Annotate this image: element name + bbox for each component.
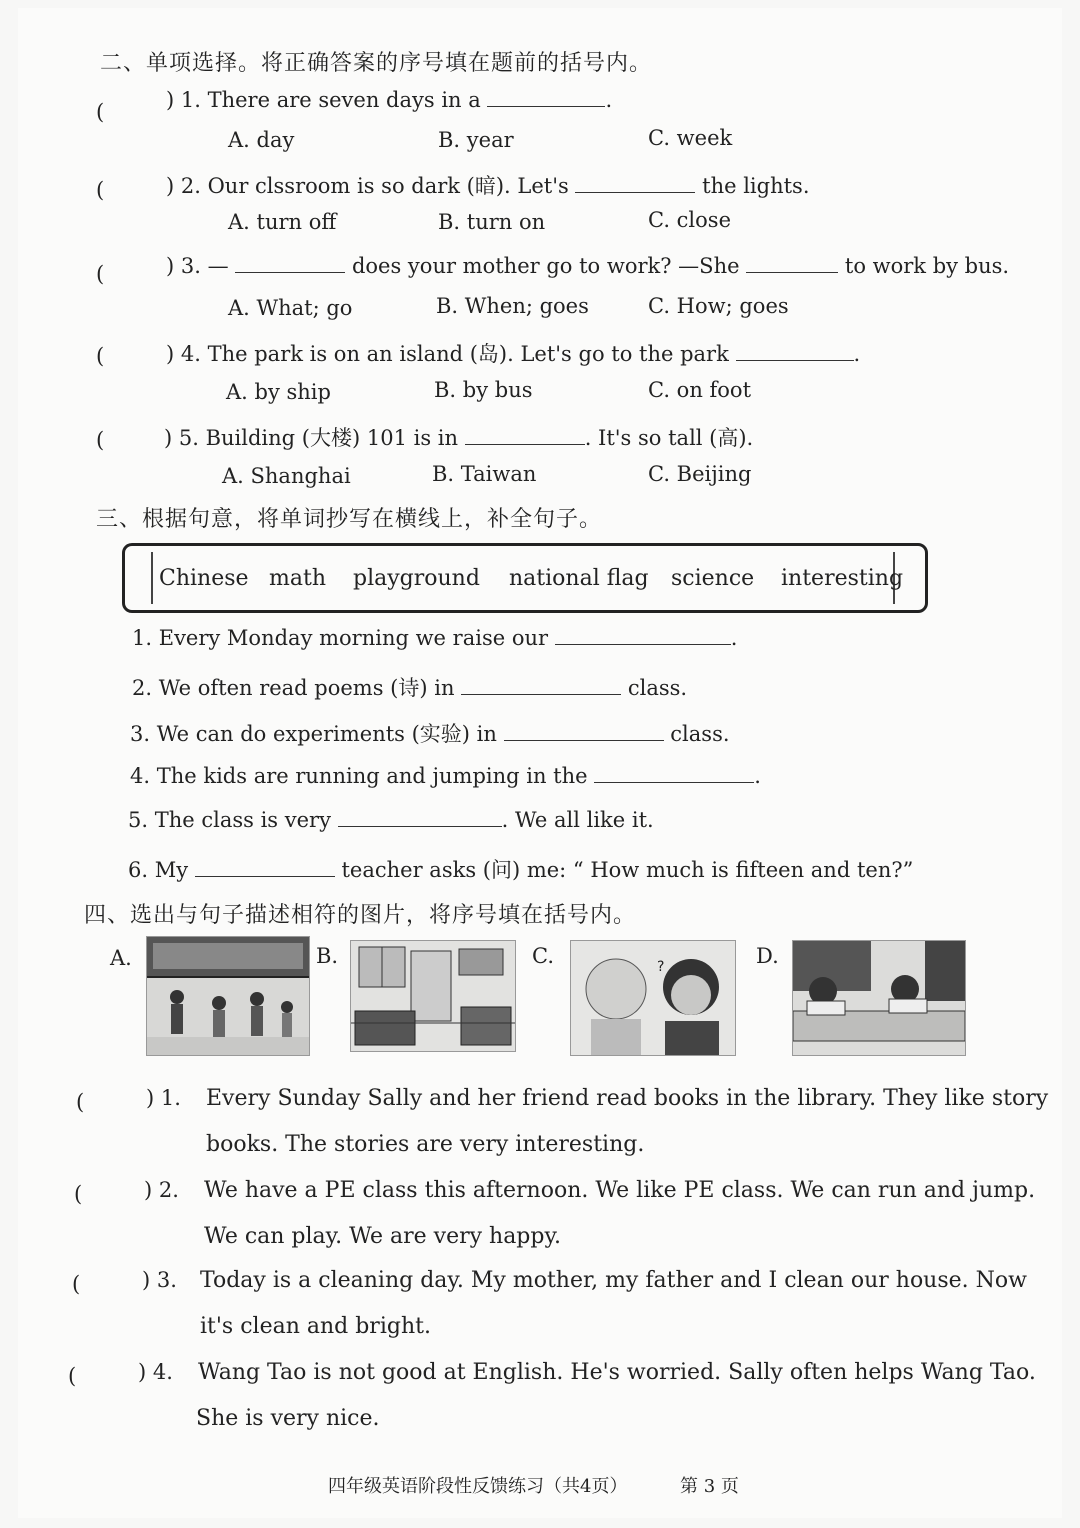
answer-paren: (: [76, 1090, 85, 1114]
question-line: ) 2. Our clssroom is so dark (暗). Let's the lights.: [166, 174, 810, 198]
answer-paren: (: [72, 1272, 81, 1296]
word-national-flag: national flag: [509, 566, 649, 591]
answer-paren: (: [96, 262, 105, 286]
answer-blank[interactable]: [736, 342, 854, 361]
item-line: We can play. We are very happy.: [204, 1224, 561, 1249]
answer-paren: (: [96, 428, 105, 452]
fill-sentence-1: 1. Every Monday morning we raise our .: [132, 626, 738, 650]
pic-label-d: D.: [756, 944, 779, 968]
answer-blank[interactable]: [746, 254, 838, 273]
item-number: ) 1.: [146, 1086, 181, 1110]
option-b: B. Taiwan: [432, 462, 537, 486]
item-number: ) 4.: [138, 1360, 173, 1384]
item-number: ) 2.: [144, 1178, 179, 1202]
item-line: She is very nice.: [196, 1406, 380, 1431]
pic-label-c: C.: [532, 944, 554, 968]
answer-paren: (: [96, 100, 105, 124]
option-a: A. by ship: [226, 380, 331, 404]
answer-blank[interactable]: [235, 254, 345, 273]
question-line: ) 4. The park is on an island (岛). Let's go to the park .: [166, 342, 861, 366]
word-interesting: interesting: [781, 566, 904, 591]
fill-sentence-2: 2. We often read poems (诗) in class.: [132, 676, 688, 700]
answer-blank[interactable]: [594, 764, 754, 783]
picture-library: [792, 940, 966, 1056]
word-science: science: [671, 566, 755, 591]
question-line: ) 5. Building (大楼) 101 is in . It's so tall (高).: [164, 426, 754, 450]
word-math: math: [269, 566, 326, 591]
item-number: ) 3.: [142, 1268, 177, 1292]
section2-title: 二、单项选择。将正确答案的序号填在题前的括号内。: [100, 51, 653, 76]
option-c: C. Beijing: [648, 462, 752, 486]
option-a: A. Shanghai: [222, 464, 351, 488]
answer-blank[interactable]: [487, 88, 605, 107]
svg-text:?: ?: [657, 959, 665, 975]
option-b: B. When; goes: [436, 294, 589, 318]
pic-label-b: B.: [316, 944, 339, 968]
question-line: ) 3. — does your mother go to work? —She to work by bus.: [166, 254, 1010, 278]
option-b: B. year: [438, 128, 514, 152]
answer-paren: (: [96, 344, 105, 368]
picture-two-children: [570, 940, 736, 1056]
item-line: Today is a cleaning day. My mother, my father and I clean our house. Now: [200, 1268, 1027, 1293]
pic-label-a: A.: [110, 946, 132, 970]
answer-blank[interactable]: [555, 626, 731, 645]
option-b: B. by bus: [434, 378, 533, 402]
option-c: C. week: [648, 126, 733, 150]
answer-blank[interactable]: [195, 858, 335, 877]
answer-paren: (: [74, 1182, 83, 1206]
footer-title: 四年级英语阶段性反馈练习（共4页）: [328, 1476, 628, 1497]
option-c: C. on foot: [648, 378, 752, 402]
question-line: ) 1. There are seven days in a .: [166, 88, 613, 112]
picture-clean-room: [350, 940, 516, 1052]
answer-blank[interactable]: [338, 808, 502, 827]
answer-blank[interactable]: [465, 426, 585, 445]
section4-title: 四、选出与句子描述相符的图片，将序号填在括号内。: [84, 903, 637, 928]
answer-blank[interactable]: [461, 676, 621, 695]
option-c: C. How; goes: [648, 294, 789, 318]
item-line: We have a PE class this afternoon. We like PE class. We can run and jump.: [204, 1178, 1036, 1203]
fill-sentence-5: 5. The class is very . We all like it.: [128, 808, 654, 832]
item-line: Every Sunday Sally and her friend read books in the library. They like story: [206, 1086, 1049, 1111]
fill-sentence-4: 4. The kids are running and jumping in the .: [130, 764, 761, 788]
answer-blank[interactable]: [575, 174, 695, 193]
item-line: books. The stories are very interesting.: [206, 1132, 645, 1157]
fill-sentence-6: 6. My teacher asks (问) me: “ How much is fifteen and ten?”: [128, 858, 914, 882]
page-number: 第 3 页: [680, 1476, 739, 1497]
word-bank-box: [122, 543, 928, 613]
option-a: A. turn off: [228, 210, 337, 234]
option-a: A. day: [228, 128, 295, 152]
word-playground: playground: [353, 566, 480, 591]
answer-blank[interactable]: [504, 722, 664, 741]
option-b: B. turn on: [438, 210, 546, 234]
picture-playground: [146, 936, 310, 1056]
item-line: it's clean and bright.: [200, 1314, 431, 1339]
section3-title: 三、根据句意，将单词抄写在横线上，补全句子。: [96, 507, 603, 532]
item-line: Wang Tao is not good at English. He's worried. Sally often helps Wang Tao.: [198, 1360, 1036, 1385]
answer-paren: (: [96, 178, 105, 202]
answer-paren: (: [68, 1364, 77, 1388]
fill-sentence-3: 3. We can do experiments (实验) in class.: [130, 722, 730, 746]
option-c: C. close: [648, 208, 731, 232]
word-chinese: Chinese: [159, 566, 249, 591]
option-a: A. What; go: [228, 296, 353, 320]
